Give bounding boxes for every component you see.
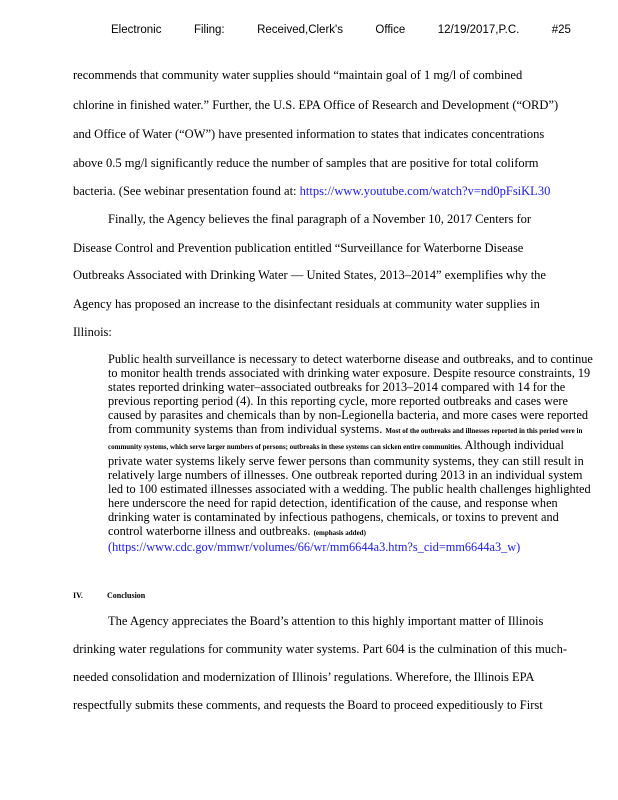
quote-small-note: Most of the outbreaks and illnesses reported in this period were in community systems, which serve larger numbers of persons; outbreaks in these systems can sicken entire communities. [108,427,583,451]
header-col4: Office [375,24,406,36]
header-col5: 12/19/2017,P.C. [437,24,520,36]
para1-line1: recommends that community water supplies should “maintain goal of 1 mg/l of combined [73,68,523,82]
para3-line2: drinking water regulations for community water systems. Part 604 is the culmination of this much- [73,642,568,656]
youtube-link[interactable]: https://www.youtube.com/watch?v=nd0pFsiKL30 [299,184,551,198]
emphasis-note: (emphasis added) [313,529,366,537]
para1-line3: and Office of Water (“OW”) have presented information to states that indicates concentrations [73,127,545,141]
para1-line4: above 0.5 mg/l significantly reduce the number of samples that are positive for total coliform [73,156,539,170]
quote-text: Public health surveillance is necessary to detect waterborne disease and outbreaks, and to continue to monitor health trends associated with drinking water exposure. Despite resource constraints, 19 states reported drinking water–associated outbreaks for 2013–2014 compared with 14 for the previous reporting period (4). In this reporting cycle, more reported outbreaks and cases were caused by parasites and chemicals than by non-Legionella bacteria, and more cases were reported from community systems than from individual systems. [108,352,593,436]
header-col6: #25 [551,24,571,36]
para3-line4: respectfully submits these comments, and requests the Board to proceed expeditiously to First [73,698,543,712]
para2-line1: Finally, the Agency believes the final paragraph of a November 10, 2017 Centers for [108,212,532,226]
header-col1: Electronic [111,24,162,36]
para3-line3: needed consolidation and modernization of Illinois’ regulations. Wherefore, the Illinois EPA [73,670,535,684]
para1-line5 [73,184,550,199]
para2-line5: Illinois: [73,325,112,339]
block-quote [108,352,596,554]
quote-text2: Although individual private water systems likely serve fewer persons than community systems, they can still result in relatively large numbers of illnesses. One outbreak reported during 2013 in an individual system led to 100 estimated illnesses associated with a wedding. The public health challenges highlighted here underscore the need for rapid detection, identification of the cause, and response when drinking water is contaminated by infectious pathogens, chemicals, or toxins to prevent and control waterborne illness and outbreaks. [108,438,591,538]
para2-line4: Agency has proposed an increase to the disinfectant residuals at community water supplies in [73,297,540,311]
para2-line2: Disease Control and Prevention publication entitled “Surveillance for Waterborne Disease [73,241,524,255]
para3-line1: The Agency appreciates the Board’s attention to this highly important matter of Illinois [108,614,544,628]
para1-line5-text: bacteria. (See webinar presentation found at: [73,184,300,198]
cdc-link[interactable]: (https://www.cdc.gov/mmwr/volumes/66/wr/mm6644a3.htm?s_cid=mm6644a3_w) [108,540,521,554]
para1-line2: chlorine in finished water.” Further, the U.S. EPA Office of Research and Development (“ORD”) [73,98,559,112]
efiling-header [111,24,571,36]
section-number: IV. [73,591,83,600]
section-title: Conclusion [107,591,146,600]
header-col2: Filing: [193,24,225,36]
section-heading [73,591,145,600]
para2-line3: Outbreaks Associated with Drinking Water — United States, 2013–2014” exemplifies why the [73,268,546,282]
header-col3: Received,Clerk's [257,24,343,36]
